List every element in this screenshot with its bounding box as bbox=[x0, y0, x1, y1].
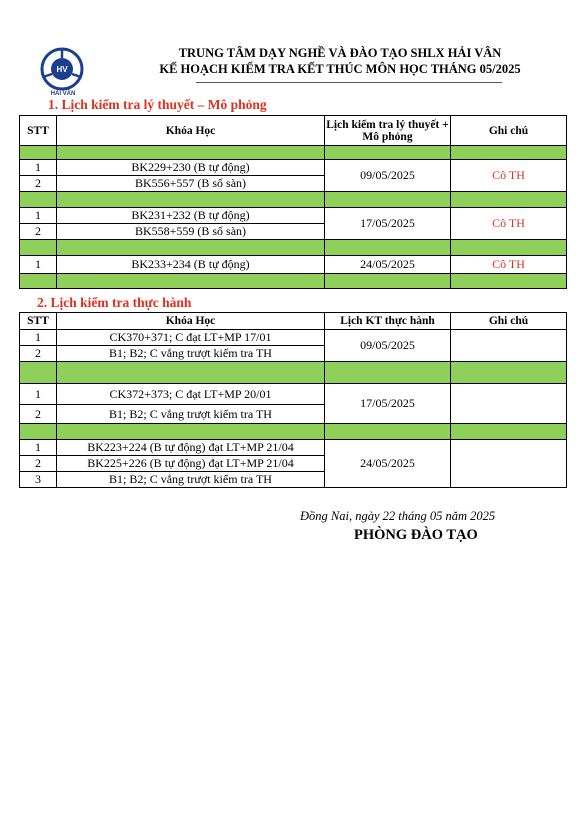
header-divider bbox=[196, 82, 502, 83]
hai-van-logo bbox=[40, 47, 84, 91]
stt-cell: 1 bbox=[20, 160, 57, 176]
stt-cell: 2 bbox=[20, 456, 57, 472]
separator-row bbox=[20, 146, 567, 160]
date-cell: 24/05/2025 bbox=[325, 440, 451, 488]
course-cell: B1; B2; C vắng trượt kiểm tra TH bbox=[57, 472, 325, 488]
course-cell: BK231+232 (B tự động) bbox=[57, 208, 325, 224]
date-cell: 09/05/2025 bbox=[325, 330, 451, 362]
table-header-row bbox=[20, 313, 567, 330]
section1-title: 1. Lịch kiểm tra lý thuyết – Mô phỏng bbox=[48, 97, 267, 112]
note-cell: Cô TH bbox=[451, 256, 567, 274]
stt-cell: 1 bbox=[20, 330, 57, 346]
date-cell: 17/05/2025 bbox=[325, 384, 451, 424]
table-row bbox=[20, 440, 567, 456]
course-cell: BK223+224 (B tự động) đạt LT+MP 21/04 bbox=[57, 440, 325, 456]
course-cell: CK370+371; C đạt LT+MP 17/01 bbox=[57, 330, 325, 346]
section2-title: 2. Lịch kiểm tra thực hành bbox=[37, 295, 192, 310]
stt-cell: 2 bbox=[20, 346, 57, 362]
plan-title-heading: KẾ HOẠCH KIỂM TRA KẾT THÚC MÔN HỌC THÁNG 05/2025 bbox=[159, 62, 521, 76]
date-cell: 17/05/2025 bbox=[325, 208, 451, 240]
note-cell: Cô TH bbox=[451, 160, 567, 192]
stt-cell: 1 bbox=[20, 208, 57, 224]
col-header-schedule: Lịch KT thực hành bbox=[325, 313, 451, 330]
date-cell: 09/05/2025 bbox=[325, 160, 451, 192]
course-cell: BK229+230 (B tự động) bbox=[57, 160, 325, 176]
logo-initials: HV bbox=[56, 65, 68, 74]
table-row bbox=[20, 208, 567, 224]
course-cell: B1; B2; C vắng trượt kiểm tra TH bbox=[57, 405, 325, 424]
note-cell bbox=[451, 330, 567, 362]
separator-row bbox=[20, 362, 567, 384]
col-header-course: Khóa Học bbox=[57, 313, 325, 330]
stt-cell: 1 bbox=[20, 440, 57, 456]
separator-row bbox=[20, 240, 567, 256]
col-header-note: Ghi chú bbox=[451, 313, 567, 330]
logo-name: HẢI VÂN bbox=[50, 91, 76, 97]
col-header-course: Khóa Học bbox=[57, 116, 325, 146]
note-cell bbox=[451, 384, 567, 424]
stt-cell: 2 bbox=[20, 405, 57, 424]
col-header-schedule: Lịch kiểm tra lý thuyết + Mô phỏng bbox=[325, 116, 451, 146]
separator-row bbox=[20, 274, 567, 289]
department-name: PHÒNG ĐÀO TẠO bbox=[354, 527, 478, 543]
table-row bbox=[20, 160, 567, 176]
stt-cell: 1 bbox=[20, 384, 57, 405]
separator-row bbox=[20, 192, 567, 208]
course-cell: BK558+559 (B số sàn) bbox=[57, 224, 325, 240]
center-name-heading: TRUNG TÂM DẠY NGHỀ VÀ ĐÀO TẠO SHLX HẢI VÂN bbox=[178, 46, 502, 60]
course-cell: B1; B2; C vắng trượt kiểm tra TH bbox=[57, 346, 325, 362]
table-row bbox=[20, 256, 567, 274]
stt-cell: 2 bbox=[20, 224, 57, 240]
date-cell: 24/05/2025 bbox=[325, 256, 451, 274]
course-cell: BK556+557 (B số sàn) bbox=[57, 176, 325, 192]
col-header-stt: STT bbox=[20, 116, 57, 146]
note-cell: Cô TH bbox=[451, 208, 567, 240]
course-cell: BK225+226 (B tự động) đạt LT+MP 21/04 bbox=[57, 456, 325, 472]
col-header-note: Ghi chú bbox=[451, 116, 567, 146]
theory-exam-table bbox=[19, 115, 567, 289]
note-cell bbox=[451, 440, 567, 488]
course-cell: BK233+234 (B tự động) bbox=[57, 256, 325, 274]
table-row bbox=[20, 384, 567, 405]
practice-exam-table bbox=[19, 312, 567, 488]
stt-cell: 2 bbox=[20, 176, 57, 192]
table-row bbox=[20, 330, 567, 346]
stt-cell: 3 bbox=[20, 472, 57, 488]
stt-cell: 1 bbox=[20, 256, 57, 274]
separator-row bbox=[20, 424, 567, 440]
table-header-row bbox=[20, 116, 567, 146]
course-cell: CK372+373; C đạt LT+MP 20/01 bbox=[57, 384, 325, 405]
col-header-stt: STT bbox=[20, 313, 57, 330]
signature-date: Đồng Nai, ngày 22 tháng 05 năm 2025 bbox=[300, 509, 496, 523]
